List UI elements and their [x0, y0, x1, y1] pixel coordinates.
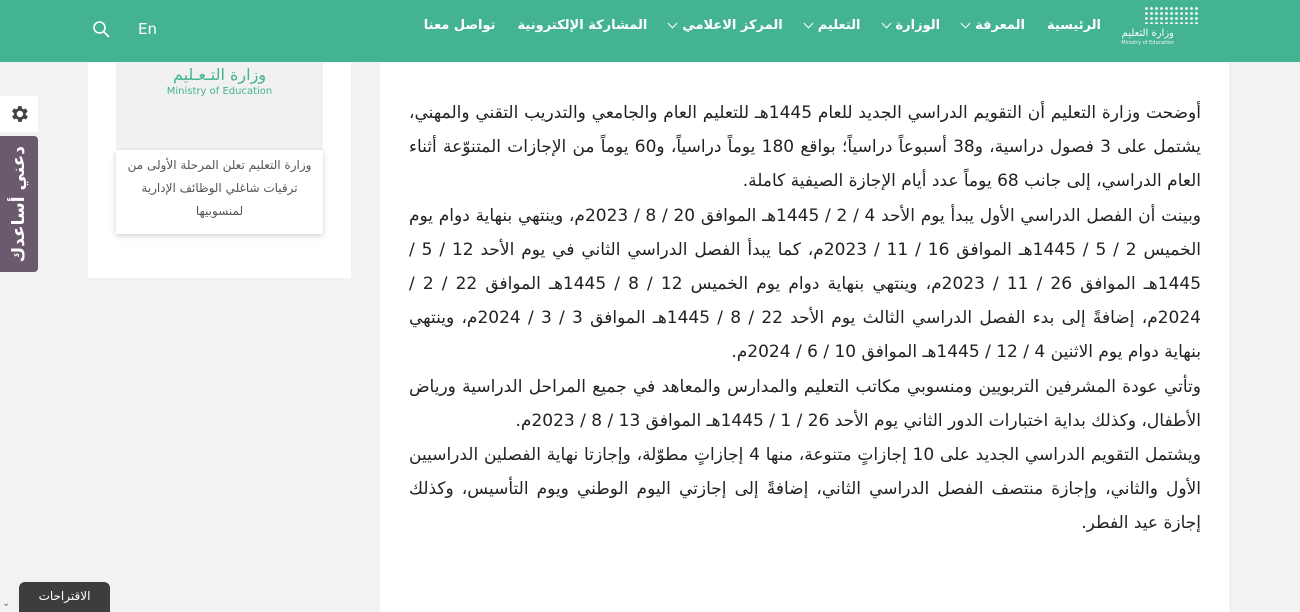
nav-media-center-label: المركز الاعلامي: [682, 18, 783, 33]
thumbnail-logo-en: Ministry of Education: [166, 86, 273, 97]
search-icon[interactable]: [92, 20, 110, 38]
logo-arabic-text: وزارة التعليم: [1121, 28, 1174, 39]
top-navbar: [0, 0, 1300, 62]
help-me-tab[interactable]: [0, 136, 38, 272]
suggestions-button[interactable]: الاقتراحات: [19, 582, 110, 612]
article-paragraph: ويشتمل التقويم الدراسي الجديد على 10 إجازاتٍ متنوعة، منها 4 إجازاتٍ مطوّلة، وإجازتا نهاية الفصلين الدراسيين الأول والثاني، وإجازة منتصف الفصل الدراسي الثاني، إضافةً إلى إجازتي اليوم الوطني ويوم التأسيس، وكذلك إجازة عيد الفطر.: [409, 445, 1201, 534]
nav-education-label: التعليم: [817, 18, 861, 33]
article-body: [409, 96, 1201, 541]
related-news-caption[interactable]: وزارة التعليم تعلن المرحلة الأولى من ترقيات شاغلي الوظائف الإدارية لمنسوبيها: [116, 150, 323, 234]
article-paragraph: وبينت أن الفصل الدراسي الأول يبدأ يوم الأحد 4 / 2 / 1445هـ الموافق 20 / 8 / 2023م، وينتهي بنهاية دوام يوم الخميس 2 / 5 / 1445هـ الموافق 16 / 11 / 2023م، كما يبدأ الفصل الدراسي الثاني في يوم الأحد 12 / 5 / 1445هـ الموافق 26 / 11 / 2023م، وينتهي بنهاية دوام يوم الخميس 12 / 8 / 1445هـ الموافق 22 / 2 / 2024م، إضافةً إلى بدء الفصل الدراسي الثالث يوم الأحد 22 / 8 / 1445هـ الموافق 3 / 3 / 2024م، وينتهي بنهاية دوام يوم الاثنين 4 / 12 / 1445هـ الموافق 10 / 6 / 2024م.: [409, 205, 1202, 363]
accessibility-settings-button[interactable]: [0, 96, 38, 132]
logo-english-text: Ministry of Education: [1121, 40, 1174, 46]
nav-home-label: الرئيسية: [1046, 18, 1101, 33]
nav-e-participation-label: المشاركة الإلكترونية: [517, 18, 648, 33]
ministry-logo[interactable]: [1116, 6, 1200, 50]
scroll-down-icon[interactable]: ⌄: [2, 598, 11, 609]
nav-contact-label: تواصل معنا: [423, 18, 496, 33]
chevron-down-icon: [961, 19, 971, 29]
related-news-thumbnail[interactable]: [116, 62, 323, 150]
nav-knowledge[interactable]: [962, 18, 1025, 33]
help-me-label: دعني أساعدك: [9, 145, 29, 263]
article-paragraph: وتأتي عودة المشرفين التربويين ومنسوبي مكاتب التعليم والمدارس والمعاهد في جميع المراحل الدراسية ورياض الأطفال، وكذلك بداية اختبارات الدور الثاني يوم الأحد 26 / 1 / 1445هـ الموافق 13 / 8 / 2023م.: [409, 376, 1201, 431]
thumbnail-logo-ar: وزارة التـعـليم: [172, 65, 267, 84]
gear-icon: [8, 103, 30, 125]
chevron-down-icon: [668, 19, 678, 29]
nav-ministry[interactable]: [883, 18, 941, 33]
article-paragraph: أوضحت وزارة التعليم أن التقويم الدراسي الجديد للعام 1445هـ للتعليم العام والجامعي والتدريب التقني والمهني، يشتمل على 3 فصول دراسية، و38 أسبوعاً دراسياً؛ بواقع 180 يوماً دراسياً، و60 يوماً من الإجازات المتنوّعة أثناء العام الدراسي، إلى جانب 68 يوماً عدد أيام الإجازة الصيفية كاملة.: [409, 103, 1202, 192]
nav-contact[interactable]: [424, 18, 496, 33]
language-toggle[interactable]: En: [138, 20, 157, 38]
nav-e-participation[interactable]: [518, 18, 648, 33]
logo-dots-icon: [1144, 6, 1200, 24]
nav-media-center[interactable]: [669, 18, 782, 33]
chevron-down-icon: [803, 19, 813, 29]
related-news-panel: [88, 62, 351, 278]
nav-education[interactable]: [805, 18, 861, 33]
nav-ministry-label: الوزارة: [895, 18, 941, 33]
nav-home[interactable]: [1047, 18, 1101, 33]
main-nav: [424, 18, 1101, 33]
nav-knowledge-label: المعرفة: [975, 18, 1025, 33]
chevron-down-icon: [881, 19, 891, 29]
article-container: [380, 62, 1229, 612]
